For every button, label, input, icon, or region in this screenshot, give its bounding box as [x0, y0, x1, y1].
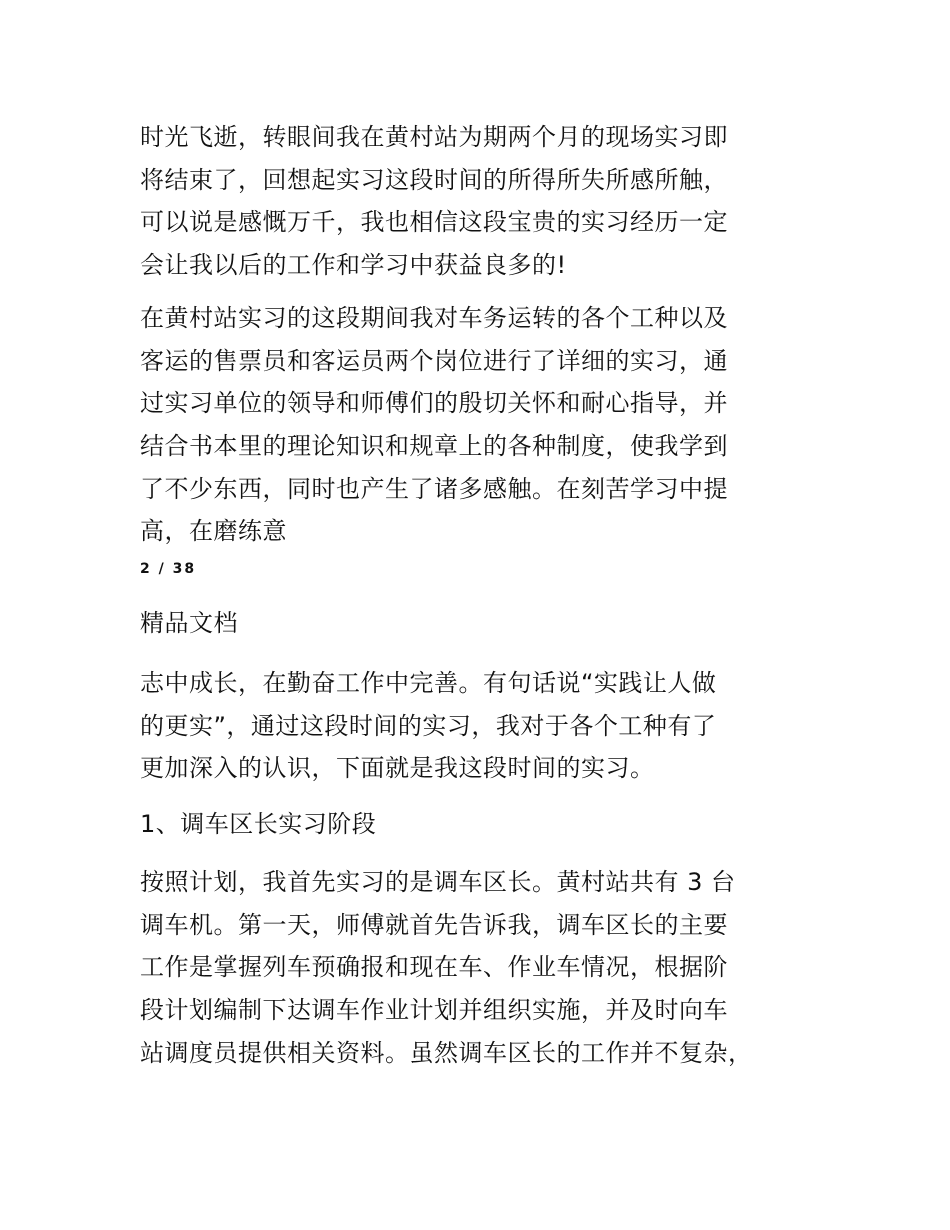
shunting-paragraph	[140, 861, 820, 1074]
text-line: 的更实”，通过这段时间的实习，我对于各个工种有了	[140, 711, 717, 740]
text-line: 时光飞逝，转眼间我在黄村站为期两个月的现场实习即	[140, 123, 728, 151]
text-line: 高，在磨练意	[140, 517, 287, 546]
text-line: 会让我以后的工作和学习中获益良多的!	[140, 251, 567, 280]
text-line: 可以说是感慨万千，我也相信这段宝贵的实习经历一定	[140, 208, 728, 237]
text-line: 将结束了，回想起实习这段时间的所得所失所感所触，	[140, 165, 728, 194]
section-heading: 1、调车区长实习阶段	[140, 810, 377, 838]
text-line: 过实习单位的领导和师傅们的殷切关怀和耐心指导，并	[140, 389, 728, 418]
text-line: 调车机。第一天，师傅就首先告诉我，调车区长的主要	[140, 910, 728, 939]
text-line: 在黄村站实习的这段期间我对车务运转的各个工种以及	[140, 304, 728, 332]
text-line: 按照计划，我首先实习的是调车区长。黄村站共有 3 台	[140, 868, 736, 896]
text-line: 志中成长，在勤奋工作中完善。有句话说“实践让人做	[140, 669, 717, 697]
text-line: 了不少东西，同时也产生了诸多感触。在刻苦学习中提	[140, 474, 728, 503]
text-line: 结合书本里的理论知识和规章上的各种制度，使我学到	[140, 432, 728, 461]
intro-paragraph	[140, 116, 820, 287]
continuation-paragraph	[140, 662, 820, 790]
text-line: 段计划编制下达调车作业计划并组织实施，并及时向车	[140, 996, 728, 1025]
text-line: 更加深入的认识，下面就是我这段时间的实习。	[140, 754, 655, 783]
text-line: 站调度员提供相关资料。虽然调车区长的工作并不复杂，	[140, 1038, 753, 1067]
text-line: 客运的售票员和客运员两个岗位进行了详细的实习，通	[140, 346, 728, 375]
page-number: 2 / 38	[140, 561, 197, 577]
text-line: 工作是掌握列车预确报和现在车、作业车情况，根据阶	[140, 953, 728, 982]
internship-overview-paragraph	[140, 297, 820, 553]
watermark-label: 精品文档	[140, 609, 238, 637]
